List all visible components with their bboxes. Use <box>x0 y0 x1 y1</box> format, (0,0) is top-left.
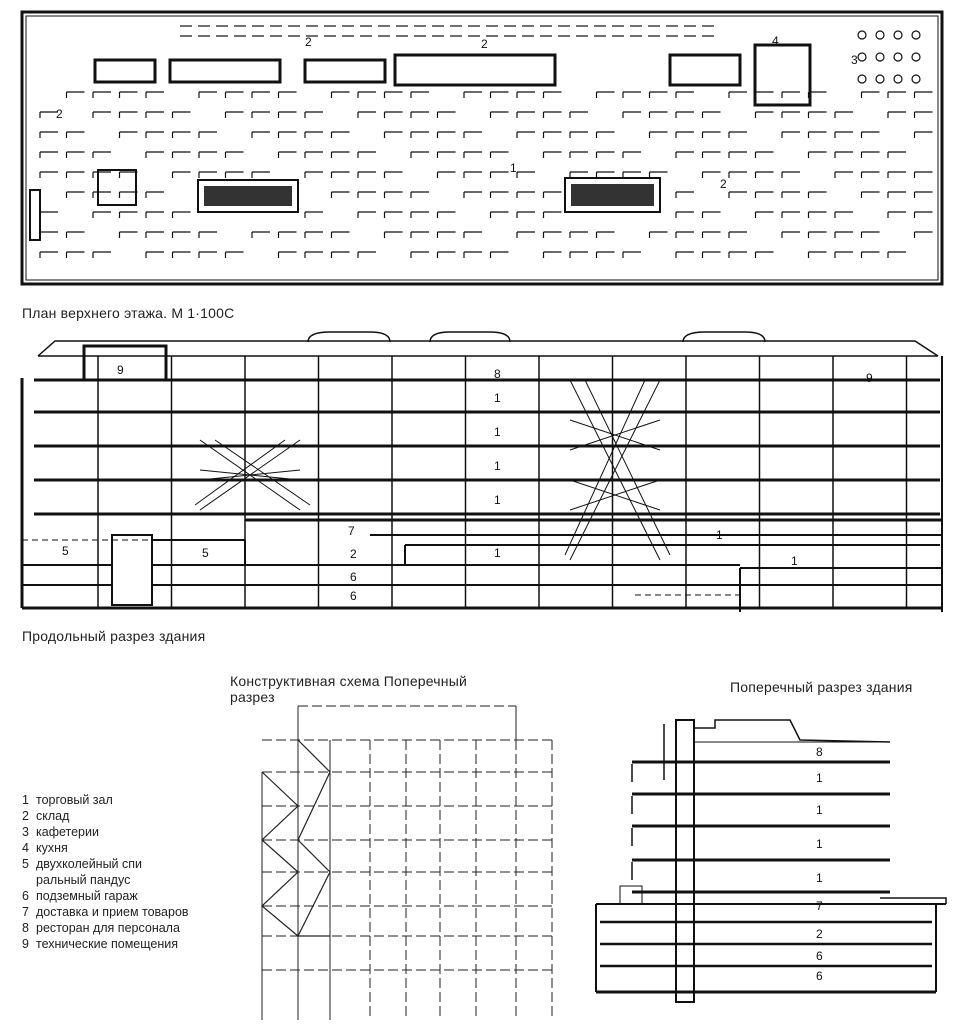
legend-item <box>22 904 196 920</box>
legend-item <box>22 792 196 808</box>
legend-text: кафетерии <box>36 825 99 839</box>
longitudinal-escalators <box>195 380 670 560</box>
plan-cafe-table <box>912 53 920 61</box>
long-label: 1 <box>494 425 501 439</box>
cross-section <box>596 720 946 1002</box>
longitudinal-caption: Продольный разрез здания <box>22 628 206 644</box>
long-label: 5 <box>202 546 209 560</box>
cross-labels <box>816 745 823 983</box>
legend-text: доставка и прием товаров <box>36 905 189 919</box>
cross-label: 2 <box>816 927 823 941</box>
cross-caption: Поперечный разрез здания <box>730 679 913 695</box>
long-label: 1 <box>494 391 501 405</box>
plan-label: 2 <box>481 37 488 51</box>
cross-label: 1 <box>816 771 823 785</box>
legend-text: торговый зал <box>36 793 113 807</box>
structural-scheme <box>262 706 552 1020</box>
long-label: 7 <box>348 524 355 538</box>
legend-text: технические помещения <box>36 937 179 951</box>
legend-item <box>22 888 196 904</box>
long-label: 1 <box>494 459 501 473</box>
legend-number: 1 <box>22 793 29 807</box>
long-label: 1 <box>494 493 501 507</box>
plan-cafe-table <box>858 75 866 83</box>
legend-item <box>22 824 196 840</box>
plan-cafe-table <box>912 31 920 39</box>
legend-item <box>22 920 196 936</box>
legend-item <box>22 856 196 888</box>
cross-label: 6 <box>816 949 823 963</box>
plan-cafe-table <box>876 31 884 39</box>
long-label: 5 <box>62 544 69 558</box>
plan-cafe-table <box>894 75 902 83</box>
legend-text: двухколейный спи ральный пандус <box>36 857 143 887</box>
long-label: 9 <box>866 371 873 385</box>
legend-item <box>22 840 196 856</box>
cross-label: 1 <box>816 803 823 817</box>
long-label: 1 <box>791 554 798 568</box>
structural-caption-line1: Конструктивная схема Поперечный <box>230 673 468 689</box>
cross-label: 1 <box>816 837 823 851</box>
legend-number: 3 <box>22 825 29 839</box>
legend-number: 2 <box>22 809 29 823</box>
legend-number: 4 <box>22 841 29 855</box>
legend-number: 8 <box>22 921 29 935</box>
legend-number: 5 <box>22 857 29 871</box>
legend-item <box>22 808 196 824</box>
plan-cafe-table <box>876 53 884 61</box>
legend-text: подземный гараж <box>36 889 138 903</box>
plan-cafe-table <box>894 31 902 39</box>
plan-label: 1 <box>510 161 517 175</box>
plan-label: 2 <box>305 35 312 49</box>
long-label: 8 <box>494 367 501 381</box>
legend-text: ресторан для персонала <box>36 921 180 935</box>
long-label: 1 <box>494 546 501 560</box>
legend-number: 9 <box>22 937 29 951</box>
plan-cafe-table <box>912 75 920 83</box>
long-label: 2 <box>350 547 357 561</box>
legend-number: 7 <box>22 905 29 919</box>
long-label: 6 <box>350 589 357 603</box>
plan-cafe-table <box>858 31 866 39</box>
plan-caption: План верхнего этажа. М 1·100С <box>22 305 235 321</box>
plan-label: 2 <box>56 107 63 121</box>
long-label: 9 <box>117 363 124 377</box>
cross-label: 7 <box>816 899 823 913</box>
plan-cafe-table <box>894 53 902 61</box>
structural-caption-line2: разрез <box>230 689 275 705</box>
legend-item <box>22 936 196 952</box>
plan-cafe-table <box>858 53 866 61</box>
cross-label: 1 <box>816 871 823 885</box>
upper-floor-plan <box>22 12 942 284</box>
legend <box>22 792 196 952</box>
cross-label: 6 <box>816 969 823 983</box>
long-label: 1 <box>716 528 723 542</box>
cross-label: 8 <box>816 745 823 759</box>
legend-text: кухня <box>36 841 68 855</box>
legend-number: 6 <box>22 889 29 903</box>
legend-text: склад <box>36 809 70 823</box>
plan-cafe-table <box>876 75 884 83</box>
long-label: 6 <box>350 570 357 584</box>
plan-label: 2 <box>720 177 727 191</box>
plan-label: 4 <box>772 34 779 48</box>
plan-label: 3 <box>851 53 858 67</box>
